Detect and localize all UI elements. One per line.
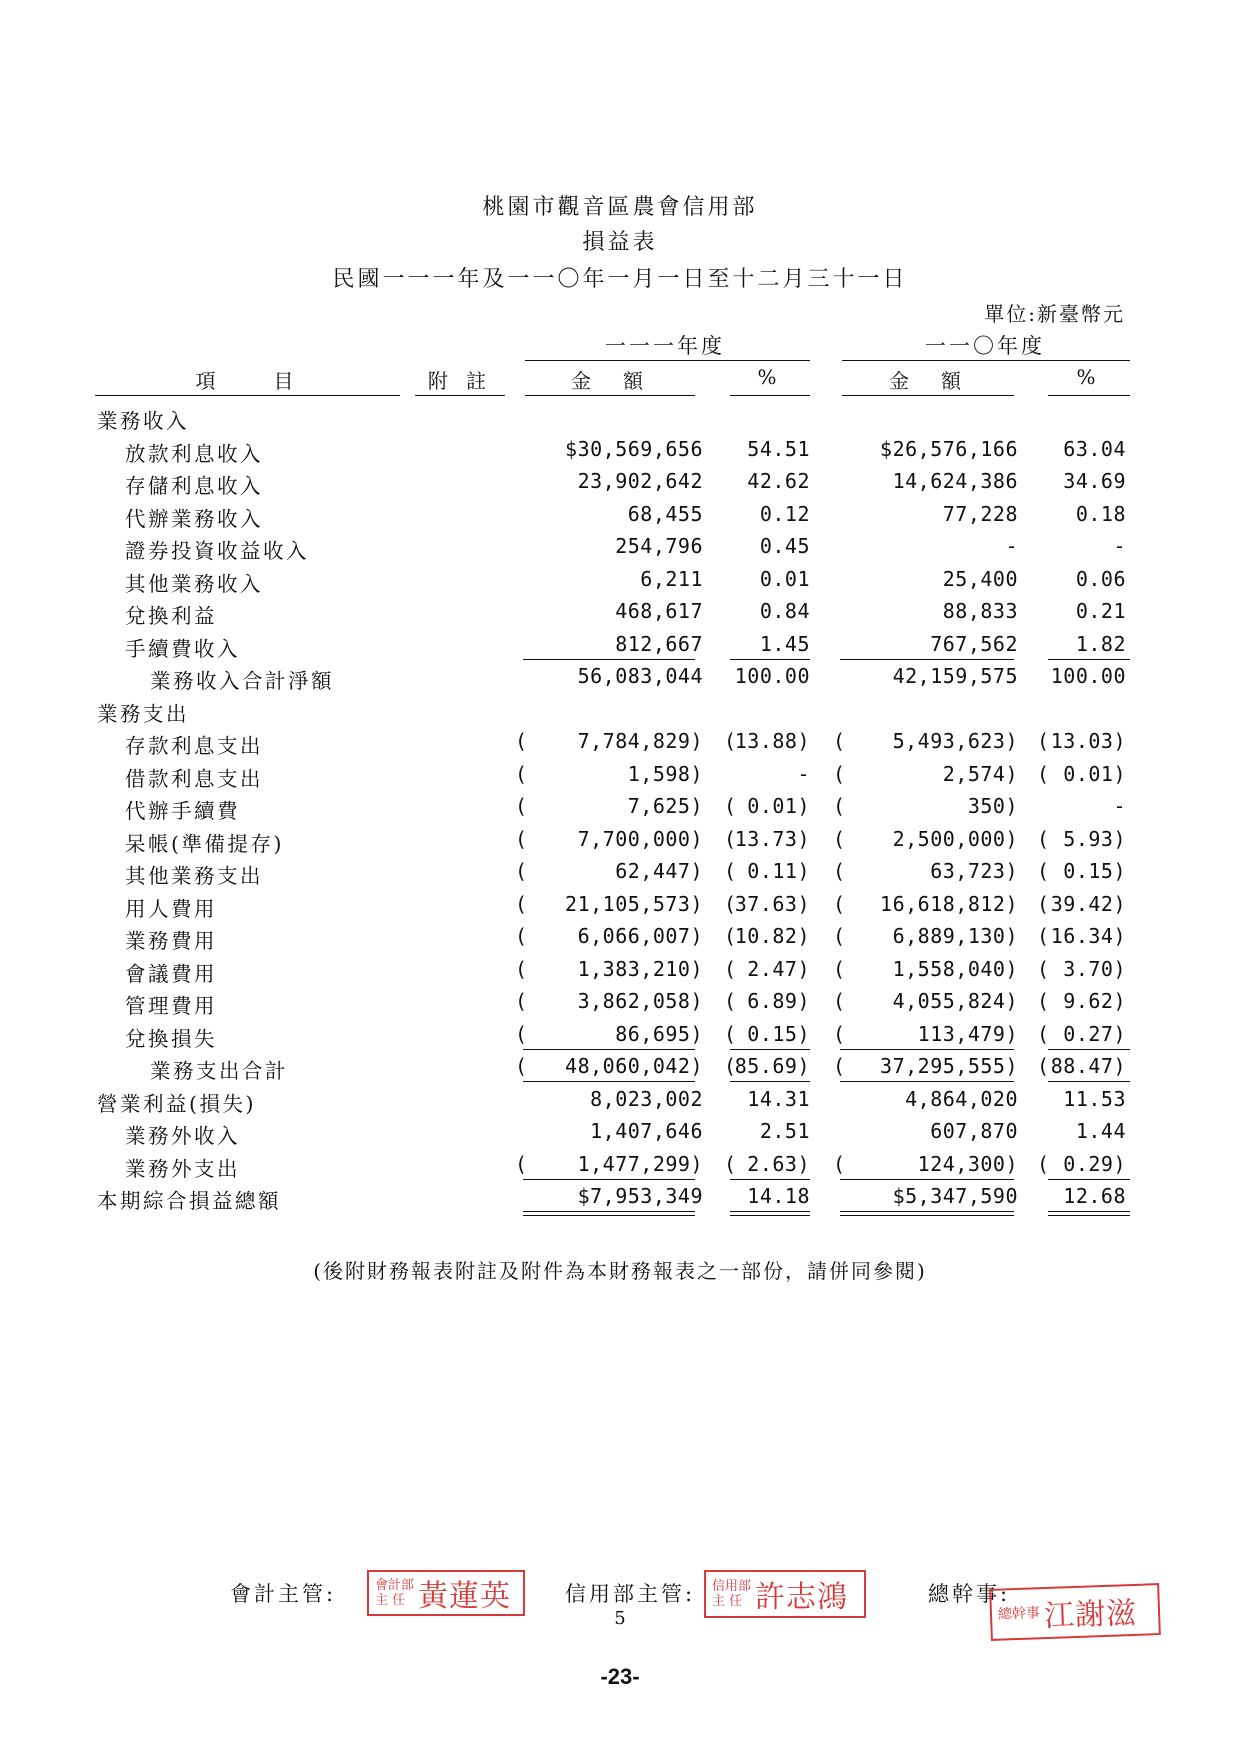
row-label: 管理費用 xyxy=(125,994,217,1018)
table-row xyxy=(0,1115,1240,1148)
negative-open-paren: ( xyxy=(833,794,846,818)
stamp-name: 許志鴻 xyxy=(755,1580,849,1615)
amount-110: 16,618,812) xyxy=(880,891,1018,916)
row-label: 證券投資收益收入 xyxy=(125,539,309,563)
table-row xyxy=(0,790,1240,823)
table-row xyxy=(0,1180,1240,1213)
stamp-name: 黃蓮英 xyxy=(418,1579,512,1614)
table-row xyxy=(0,660,1240,693)
col-item-rule xyxy=(95,395,400,396)
table-row xyxy=(0,595,1240,628)
row-label: 其他業務支出 xyxy=(125,864,263,888)
percent-111: 0.12 xyxy=(759,501,810,526)
col-pct-110-rule xyxy=(1048,395,1130,396)
amount-111: 62,447) xyxy=(615,859,703,883)
col-pct-111: % xyxy=(757,365,783,389)
amount-110: 2,574) xyxy=(942,761,1018,786)
negative-open-paren: ( xyxy=(724,859,737,883)
percent-110: 100.00 xyxy=(1050,664,1126,688)
amount-111: 21,105,573) xyxy=(565,891,703,916)
percent-110: - xyxy=(1113,534,1126,558)
amount-111: 6,211 xyxy=(640,566,703,591)
negative-open-paren: ( xyxy=(515,989,528,1013)
table-row xyxy=(0,855,1240,888)
percent-110: 0.21 xyxy=(1075,599,1126,623)
amount-111: 7,784,829) xyxy=(577,729,703,753)
statement-title: 損益表 xyxy=(582,230,658,255)
percent-111: 2.51 xyxy=(759,1119,810,1143)
percent-111: 6.89) xyxy=(747,989,810,1013)
table-row xyxy=(0,563,1240,596)
negative-open-paren: ( xyxy=(515,1021,528,1046)
row-label: 兌換利益 xyxy=(125,604,217,628)
amount-110: 2,500,000) xyxy=(892,826,1018,851)
col-pct-111-rule xyxy=(730,395,810,396)
amount-111: 8,023,002 xyxy=(590,1086,703,1111)
percent-111: 1.45 xyxy=(759,631,810,656)
negative-open-paren: ( xyxy=(724,1021,737,1046)
percent-110: 0.06 xyxy=(1075,566,1126,591)
row-label: 放款利息收入 xyxy=(125,441,263,466)
negative-open-paren: ( xyxy=(515,956,528,981)
amount-110: 767,562 xyxy=(930,631,1018,656)
negative-open-paren: ( xyxy=(1037,956,1050,981)
row-label: 代辦手續費 xyxy=(125,799,240,823)
percent-110: 0.01) xyxy=(1063,761,1126,786)
negative-open-paren: ( xyxy=(1037,989,1050,1013)
row-label: 存儲利息收入 xyxy=(125,474,263,498)
amount-111: 1,383,210) xyxy=(577,956,703,981)
page-number: -23- xyxy=(600,1664,640,1689)
percent-110: 16.34) xyxy=(1050,924,1126,948)
stamp-small-text: 主 任 xyxy=(712,1594,743,1609)
negative-open-paren: ( xyxy=(724,989,737,1013)
row-label: 用人費用 xyxy=(125,896,217,921)
statement-period: 民國一一一年及一一〇年一月一日至十二月三十一日 xyxy=(332,267,908,292)
amount-111: $30,569,656 xyxy=(565,436,703,461)
percent-111: 13.88) xyxy=(734,729,810,753)
negative-open-paren: ( xyxy=(515,1054,528,1078)
percent-111: 0.45 xyxy=(759,534,810,558)
total-double-underline xyxy=(523,1211,695,1216)
table-row xyxy=(0,628,1240,661)
amount-111: 468,617 xyxy=(615,599,703,623)
negative-open-paren: ( xyxy=(724,729,737,753)
row-label: 業務支出 xyxy=(97,701,189,726)
amount-111: 7,700,000) xyxy=(577,826,703,851)
org-name: 桃園市觀音區農會信用部 xyxy=(482,195,758,220)
negative-open-paren: ( xyxy=(833,1054,846,1078)
negative-open-paren: ( xyxy=(833,1021,846,1046)
amount-111: $7,953,349 xyxy=(577,1184,703,1208)
negative-open-paren: ( xyxy=(1037,826,1050,851)
table-row xyxy=(0,953,1240,986)
negative-open-paren: ( xyxy=(833,956,846,981)
table-row xyxy=(0,498,1240,531)
percent-110: 0.15) xyxy=(1063,859,1126,883)
row-label: 業務外支出 xyxy=(125,1156,240,1181)
percent-110: 9.62) xyxy=(1063,989,1126,1013)
percent-111: 0.15) xyxy=(747,1021,810,1046)
amount-111: 23,902,642 xyxy=(577,469,703,493)
negative-open-paren: ( xyxy=(1037,859,1050,883)
percent-110: 34.69 xyxy=(1063,469,1126,493)
table-row xyxy=(0,888,1240,921)
percent-110: 88.47) xyxy=(1050,1054,1126,1078)
row-label: 業務收入 xyxy=(97,409,189,433)
percent-110: 1.82 xyxy=(1075,631,1126,656)
negative-open-paren: ( xyxy=(724,794,737,818)
footnote: (後附財務報表附註及附件為本財務報表之一部份，請併同參閱) xyxy=(313,1259,927,1283)
stamp-small-text: 主 任 xyxy=(375,1593,406,1608)
table-row xyxy=(0,465,1240,498)
percent-110: 11.53 xyxy=(1063,1086,1126,1111)
table-row xyxy=(0,1148,1240,1181)
amount-111: 3,862,058) xyxy=(577,989,703,1013)
row-label: 存款利息支出 xyxy=(125,734,263,758)
percent-111: 100.00 xyxy=(734,664,810,688)
table-row xyxy=(0,1050,1240,1083)
general-manager-label: 總幹事: xyxy=(928,1582,1011,1606)
negative-open-paren: ( xyxy=(1037,891,1050,916)
percent-110: 0.18 xyxy=(1075,501,1126,526)
amount-110: $26,576,166 xyxy=(880,436,1018,461)
currency-unit: 單位:新臺幣元 xyxy=(984,302,1125,326)
table-row xyxy=(0,1018,1240,1051)
row-label: 兌換損失 xyxy=(125,1026,217,1051)
amount-110: 4,055,824) xyxy=(892,989,1018,1013)
income-statement-table xyxy=(0,400,1240,1213)
percent-111: 2.47) xyxy=(747,956,810,981)
amount-110: 5,493,623) xyxy=(892,729,1018,753)
accounting-supervisor-label: 會計主管: xyxy=(230,1582,337,1606)
table-row xyxy=(0,920,1240,953)
table-row xyxy=(0,758,1240,791)
table-row xyxy=(0,1083,1240,1116)
table-row xyxy=(0,693,1240,726)
percent-110: 5.93) xyxy=(1063,826,1126,851)
amount-110: - xyxy=(1005,534,1018,558)
negative-open-paren: ( xyxy=(515,859,528,883)
year-111-heading: 一一一年度 xyxy=(605,334,725,358)
percent-111: 0.84 xyxy=(759,599,810,623)
percent-111: - xyxy=(797,761,810,786)
amount-111: 254,796 xyxy=(615,534,703,558)
stamp-small-text: 總幹事 xyxy=(997,1604,1041,1623)
amount-110: $5,347,590 xyxy=(892,1184,1018,1208)
col-note: 附 註 xyxy=(427,369,493,393)
percent-111: 13.73) xyxy=(734,826,810,851)
row-label: 本期綜合損益總額 xyxy=(97,1189,281,1213)
stamp-name: 江謝滋 xyxy=(1043,1595,1138,1635)
inner-page-number: 5 xyxy=(614,1608,626,1629)
amount-111: 86,695) xyxy=(615,1021,703,1046)
percent-110: 0.27) xyxy=(1063,1021,1126,1046)
percent-110: 13.03) xyxy=(1050,729,1126,753)
table-row xyxy=(0,530,1240,563)
negative-open-paren: ( xyxy=(724,891,737,916)
percent-111: 42.62 xyxy=(747,469,810,493)
year-110-heading: 一一〇年度 xyxy=(925,334,1045,358)
col-amount-110: 金 額 xyxy=(889,369,967,393)
amount-110: 350) xyxy=(967,794,1018,818)
amount-110: 88,833 xyxy=(942,599,1018,623)
amount-111: 48,060,042) xyxy=(565,1054,703,1078)
percent-111: 85.69) xyxy=(734,1054,810,1078)
negative-open-paren: ( xyxy=(833,891,846,916)
amount-110: 6,889,130) xyxy=(892,924,1018,948)
negative-open-paren: ( xyxy=(724,924,737,948)
amount-111: 56,083,044 xyxy=(577,664,703,688)
amount-110: 63,723) xyxy=(930,859,1018,883)
table-row xyxy=(0,985,1240,1018)
total-double-underline xyxy=(730,1211,810,1216)
percent-111: 0.11) xyxy=(747,859,810,883)
negative-open-paren: ( xyxy=(1037,924,1050,948)
percent-110: 3.70) xyxy=(1063,956,1126,981)
percent-111: 0.01 xyxy=(759,566,810,591)
row-label: 代辦業務收入 xyxy=(125,506,263,531)
negative-open-paren: ( xyxy=(724,956,737,981)
row-label: 業務支出合計 xyxy=(150,1059,288,1083)
total-double-underline xyxy=(840,1211,1014,1216)
negative-open-paren: ( xyxy=(1037,729,1050,753)
amount-111: 812,667 xyxy=(615,631,703,656)
negative-open-paren: ( xyxy=(833,729,846,753)
amount-111: 68,455 xyxy=(627,501,703,526)
percent-111: 2.63) xyxy=(747,1151,810,1176)
amount-110: 607,870 xyxy=(930,1119,1018,1143)
credit-supervisor-label: 信用部主管: xyxy=(565,1582,696,1606)
percent-111: 54.51 xyxy=(747,436,810,461)
negative-open-paren: ( xyxy=(1037,1021,1050,1046)
negative-open-paren: ( xyxy=(515,826,528,851)
amount-111: 1,598) xyxy=(627,761,703,786)
percent-110: 63.04 xyxy=(1063,436,1126,461)
row-label: 會議費用 xyxy=(125,961,217,986)
year-110-rule xyxy=(842,360,1130,361)
percent-111: 10.82) xyxy=(734,924,810,948)
col-amount-111: 金 額 xyxy=(571,369,649,393)
percent-111: 14.31 xyxy=(747,1086,810,1111)
negative-open-paren: ( xyxy=(833,924,846,948)
table-row xyxy=(0,823,1240,856)
negative-open-paren: ( xyxy=(515,761,528,786)
row-label: 業務費用 xyxy=(125,929,217,953)
col-note-rule xyxy=(415,395,505,396)
row-label: 借款利息支出 xyxy=(125,766,263,791)
col-item: 項 目 xyxy=(195,369,300,393)
amount-111: 6,066,007) xyxy=(577,924,703,948)
total-double-underline xyxy=(1048,1211,1130,1216)
percent-110: 39.42) xyxy=(1050,891,1126,916)
amount-110: 1,558,040) xyxy=(892,956,1018,981)
row-label: 手續費收入 xyxy=(125,636,240,661)
percent-111: 14.18 xyxy=(747,1184,810,1208)
negative-open-paren: ( xyxy=(515,729,528,753)
negative-open-paren: ( xyxy=(724,826,737,851)
percent-110: 0.29) xyxy=(1063,1151,1126,1176)
row-label: 營業利益(損失) xyxy=(97,1091,256,1116)
negative-open-paren: ( xyxy=(833,859,846,883)
amount-111: 7,625) xyxy=(627,794,703,818)
row-label: 其他業務收入 xyxy=(125,571,263,596)
table-row xyxy=(0,400,1240,433)
row-label: 業務外收入 xyxy=(125,1124,240,1148)
percent-110: 12.68 xyxy=(1063,1184,1126,1208)
negative-open-paren: ( xyxy=(1037,761,1050,786)
negative-open-paren: ( xyxy=(833,989,846,1013)
negative-open-paren: ( xyxy=(833,1151,846,1176)
negative-open-paren: ( xyxy=(724,1054,737,1078)
negative-open-paren: ( xyxy=(1037,1054,1050,1078)
col-amount-110-rule xyxy=(842,395,1014,396)
amount-110: 14,624,386 xyxy=(892,469,1018,493)
col-pct-110: % xyxy=(1076,365,1102,389)
row-label: 業務收入合計淨額 xyxy=(150,669,334,693)
amount-110: 113,479) xyxy=(917,1021,1018,1046)
negative-open-paren: ( xyxy=(515,794,528,818)
negative-open-paren: ( xyxy=(515,891,528,916)
negative-open-paren: ( xyxy=(833,826,846,851)
table-row xyxy=(0,433,1240,466)
amount-111: 1,407,646 xyxy=(590,1119,703,1143)
negative-open-paren: ( xyxy=(515,924,528,948)
negative-open-paren: ( xyxy=(833,761,846,786)
amount-110: 77,228 xyxy=(942,501,1018,526)
row-label: 呆帳(準備提存) xyxy=(125,831,284,856)
percent-111: 37.63) xyxy=(734,891,810,916)
negative-open-paren: ( xyxy=(724,1151,737,1176)
negative-open-paren: ( xyxy=(1037,1151,1050,1176)
negative-open-paren: ( xyxy=(515,1151,528,1176)
amount-110: 37,295,555) xyxy=(880,1054,1018,1078)
stamp-small-text: 信用部 xyxy=(712,1579,752,1594)
col-amount-111-rule xyxy=(525,395,695,396)
percent-111: 0.01) xyxy=(747,794,810,818)
amount-110: 124,300) xyxy=(917,1151,1018,1176)
percent-110: 1.44 xyxy=(1075,1119,1126,1143)
amount-110: 42,159,575 xyxy=(892,664,1018,688)
stamp-small-text: 會計部 xyxy=(375,1578,415,1593)
table-row xyxy=(0,725,1240,758)
percent-110: - xyxy=(1113,794,1126,818)
year-111-rule xyxy=(525,360,810,361)
amount-110: 25,400 xyxy=(942,566,1018,591)
amount-110: 4,864,020 xyxy=(905,1086,1018,1111)
amount-111: 1,477,299) xyxy=(577,1151,703,1176)
